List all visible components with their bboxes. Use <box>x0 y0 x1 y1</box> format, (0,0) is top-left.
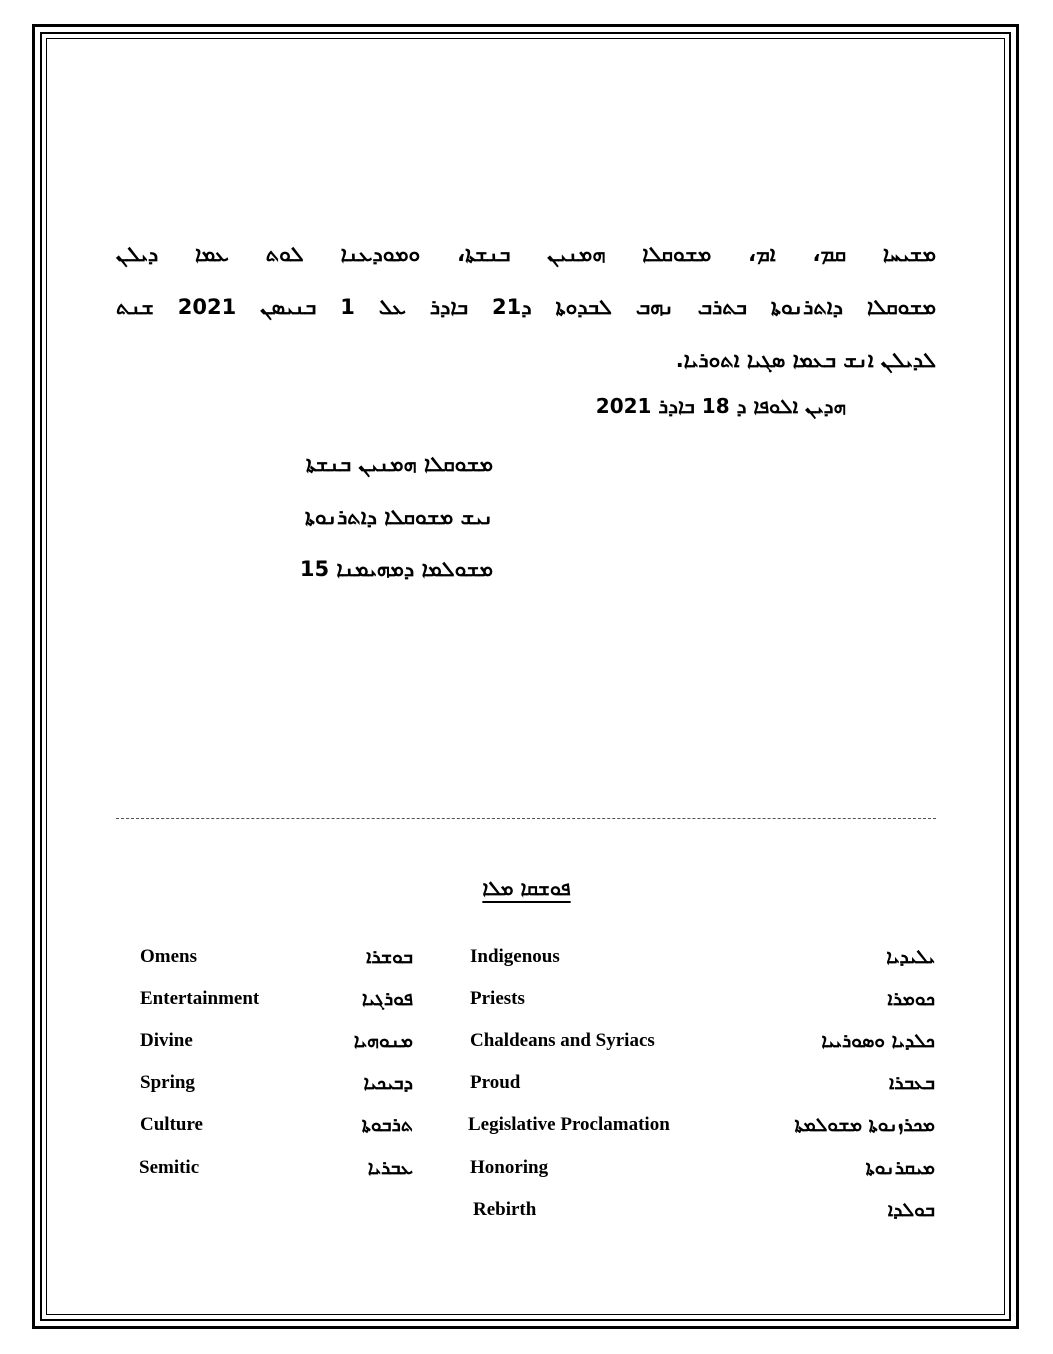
glossary-en-term: Honoring <box>470 1157 549 1178</box>
glossary-row <box>0 988 1053 1018</box>
glossary-en-term: Semitic <box>139 1157 200 1178</box>
signature-line: ܡܫܘܠܡܐ ܕܡܗܝܡܢܐ 15 <box>299 557 493 581</box>
glossary-syr-term: ܡܢܘܗܝܐ <box>353 1030 413 1052</box>
glossary-row <box>0 1030 1053 1060</box>
paragraph-line: ܡܫܘܩܠܐ ܕܐܬܪܢܘܬܐ ܒܬܪܒ ܢܗܒ ܠܒܕܘܬܐ ܕ21 ܒܐܕܪ ܥܠ 1 ܒܢܝܣܢ 2021 ܫܢܬ <box>116 295 937 319</box>
glossary-en-term: Spring <box>140 1072 195 1093</box>
glossary-en-term: Proud <box>470 1072 521 1093</box>
signature-line: ܢܝܫ ܡܫܘܩܠܐ ܕܐܬܪܢܘܬܐ <box>304 505 493 529</box>
glossary-row <box>0 1199 1053 1229</box>
glossary-en-term: Entertainment <box>140 988 260 1009</box>
paragraph-line: ܡܫܝܚܐ ܩܡ، ܐܡ، ܡܫܘܩܠܐ ܗܡܢܝܢ ܒܢܫܬܐ، ܘܡܘܕܥܢܐ ܠܘܬ ܥܡܐ ܕܝܠܢ <box>116 242 936 266</box>
glossary-en-term: Rebirth <box>473 1199 537 1220</box>
glossary-en-term: Culture <box>140 1114 203 1135</box>
glossary-title <box>0 876 1053 900</box>
glossary-syr-term: ܟܘܡܪܐ <box>887 988 935 1010</box>
date-line: ܗܕܝܢ ܐܠܘܦܐ ܕ 18 ܒܐܕܪ 2021 <box>595 394 846 418</box>
glossary-row <box>0 1157 1053 1187</box>
glossary-syr-term: ܝܠܝܕܝܐ <box>886 946 935 968</box>
section-divider <box>116 818 936 819</box>
glossary-syr-term: ܡܝܩܪܢܘܬܐ <box>865 1157 935 1179</box>
glossary-en-term: Omens <box>140 946 197 967</box>
letter-paragraph <box>116 228 936 387</box>
glossary-en-term: Indigenous <box>470 946 560 967</box>
glossary-row <box>0 1072 1053 1102</box>
glossary-syr-term: ܒܘܠܕܐ <box>887 1199 935 1221</box>
glossary-en-term: Legislative Proclamation <box>468 1114 670 1135</box>
glossary-syr-term: ܬܪܒܘܬܐ <box>361 1114 413 1136</box>
glossary-syr-term: ܒܥܒܪܐ <box>888 1072 935 1094</box>
glossary-syr-term: ܟܠܕܝܐ ܘܣܘܪܝܝܐ <box>821 1030 935 1052</box>
paragraph-line: ܠܕܝܠܢ ܐܢܫ ܒܥܡܐ ܣܓܝܐ ܐܬܘܪܝܐ. <box>675 348 936 372</box>
glossary-en-term: Priests <box>470 988 525 1009</box>
glossary-title-text: ܦܘܫܩܐ ܡܠܐ <box>482 876 571 900</box>
glossary-syr-term: ܒܘܫܪܐ <box>366 946 413 968</box>
glossary-row <box>0 946 1053 976</box>
glossary-en-term: Divine <box>140 1030 193 1051</box>
glossary-syr-term: ܥܒܪܝܐ <box>367 1157 413 1179</box>
glossary-syr-term: ܡܟܪܙܢܘܬܐ ܡܫܘܠܡܬܐ <box>794 1114 935 1136</box>
glossary-syr-term: ܦܘܪܓܝܐ <box>361 988 413 1010</box>
signature-line: ܡܫܘܩܠܐ ܗܡܢܝܢ ܒܢܫܬܐ <box>305 452 493 476</box>
glossary-row <box>0 1114 1053 1144</box>
glossary-syr-term: ܕܒܝܟܝܐ <box>363 1072 413 1094</box>
glossary-en-term: Chaldeans and Syriacs <box>470 1030 655 1051</box>
